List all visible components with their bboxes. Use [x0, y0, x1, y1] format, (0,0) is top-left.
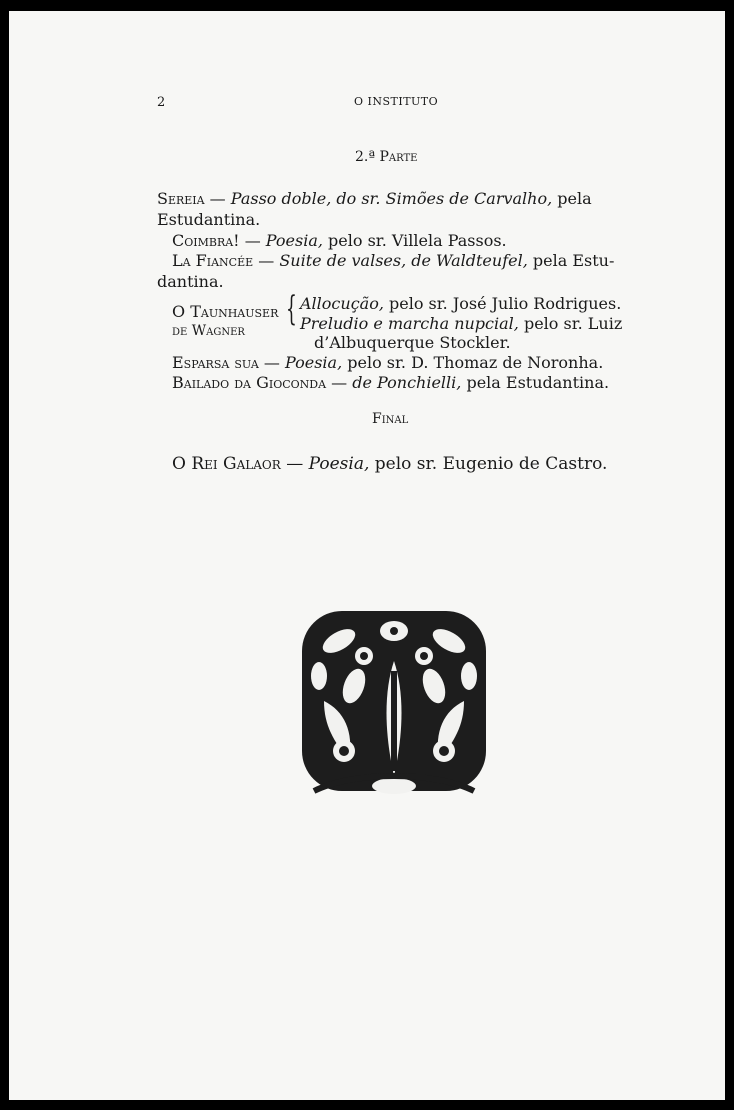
floral-ornament [294, 601, 494, 806]
entry-coimbra: Coimbra! — Poesia, pelo sr. Villela Passos. [172, 231, 507, 250]
entry-la-fiancee-cont: dantina. [157, 272, 224, 291]
entry-preludio-cont: d’Albuquerque Stockler. [314, 333, 511, 352]
entry-title: La Fiancée [172, 251, 254, 270]
entry-title: Esparsa sua [172, 353, 259, 372]
entry-sereia: Sereia — Passo doble, do sr. Simões de Carvalho, pela [157, 189, 592, 208]
entry-la-fiancee: La Fiancée — Suite de valses, de Waldteufel, pela Estu- [172, 251, 615, 270]
page-number: 2 [157, 95, 166, 110]
entry-title: Sereia [157, 189, 205, 208]
entry-allocucao: Allocução, pelo sr. José Julio Rodrigues. [300, 294, 622, 313]
entry-esparsa-sua: Esparsa sua — Poesia, pelo sr. D. Thomaz de Noronha. [172, 353, 604, 372]
entry-title: O Rei Galaor [172, 454, 281, 474]
entry-title: Bailado da Gioconda [172, 373, 327, 392]
entry-rei-galaor: O Rei Galaor — Poesia, pelo sr. Eugenio de Castro. [172, 454, 608, 474]
running-head: O INSTITUTO [354, 95, 439, 108]
part-heading: 2.ª Parte [355, 149, 418, 165]
entry-preludio: Preludio e marcha nupcial, pelo sr. Luiz [300, 314, 623, 333]
entry-title: Coimbra! [172, 231, 240, 250]
book-page [9, 11, 725, 1100]
brace: { [286, 289, 297, 329]
entry-sereia-cont: Estudantina. [157, 210, 261, 229]
final-heading: Final [372, 411, 409, 427]
entry-bailado: Bailado da Gioconda — de Ponchielli, pela Estudantina. [172, 373, 610, 392]
entry-tannhauser-subtitle: de Wagner [172, 323, 245, 339]
entry-tannhauser-title: O Taunhauser [172, 302, 279, 321]
